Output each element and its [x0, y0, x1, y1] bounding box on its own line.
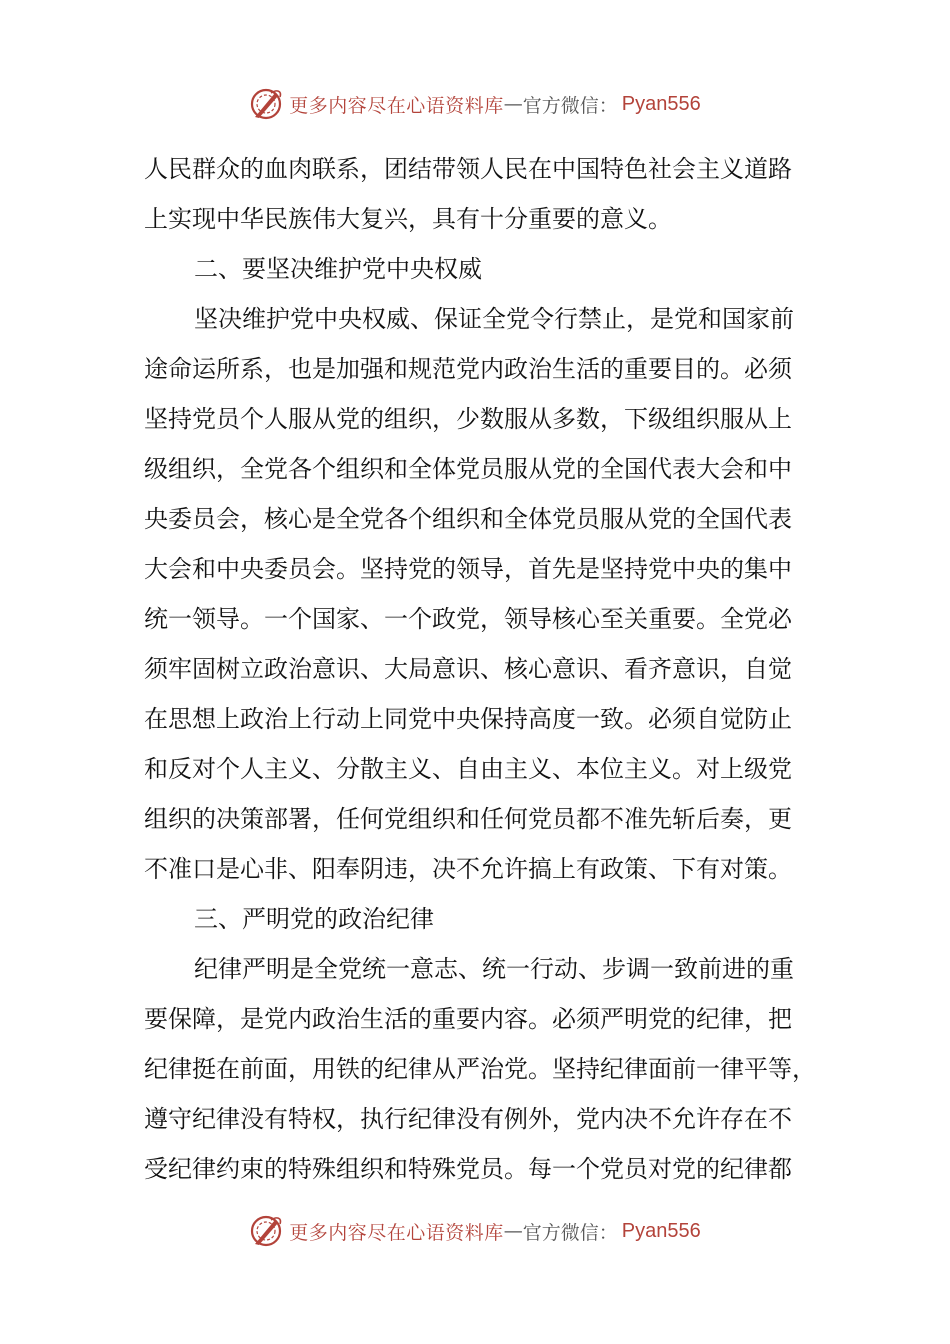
banner-wechat-id: Pyan556 [621, 1219, 701, 1242]
text-line: 遵守纪律没有特权，执行纪律没有例外，党内决不允许存在不 [144, 1105, 792, 1133]
text-line: 要保障，是党内政治生活的重要内容。必须严明党的纪律，把 [144, 1005, 792, 1033]
paragraph-first-line: 纪律严明是全党统一意志、统一行动、步调一致前进的重 [194, 955, 794, 983]
text-line: 统一领导。一个国家、一个政党，领导核心至关重要。全党必 [144, 605, 792, 633]
text-line: 组织的决策部署，任何党组织和任何党员都不准先斩后奏，更 [144, 805, 792, 833]
banner-brand-text: 更多内容尽在心语资料库 [289, 94, 504, 117]
text-line: 不准口是心非、阳奉阴违，决不允许搞上有政策、下有对策。 [144, 855, 792, 883]
text-line: 人民群众的血肉联系，团结带领人民在中国特色社会主义道路 [144, 155, 792, 183]
text-line: 在思想上政治上行动上同党中央保持高度一致。必须自觉防止 [144, 705, 792, 733]
text-line: 上实现中华民族伟大复兴，具有十分重要的意义。 [144, 205, 672, 233]
banner-wechat-label: 官方微信： [522, 1221, 618, 1244]
text-line: 级组织，全党各个组织和全体党员服从党的全国代表大会和中 [144, 455, 792, 483]
section-heading: 三、严明党的政治纪律 [194, 905, 434, 933]
text-line: 和反对个人主义、分散主义、自由主义、本位主义。对上级党 [144, 755, 792, 783]
banner-wechat-id: Pyan556 [621, 92, 701, 115]
text-line: 坚持党员个人服从党的组织，少数服从多数，下级组织服从上 [144, 405, 792, 433]
banner-dash: — [503, 93, 523, 115]
text-line: 途命运所系，也是加强和规范党内政治生活的重要目的。必须 [144, 355, 792, 383]
quill-pen-logo-icon [249, 87, 283, 121]
text-line: 纪律挺在前面，用铁的纪律从严治党。坚持纪律面前一律平等， [144, 1055, 816, 1083]
footer-watermark-banner [0, 1211, 950, 1251]
text-line: 须牢固树立政治意识、大局意识、核心意识、看齐意识，自觉 [144, 655, 792, 683]
header-watermark-banner [0, 84, 950, 124]
banner-wechat-label: 官方微信： [522, 94, 618, 117]
text-line: 大会和中央委员会。坚持党的领导，首先是坚持党中央的集中 [144, 555, 792, 583]
paragraph-first-line: 坚决维护党中央权威、保证全党令行禁止，是党和国家前 [194, 305, 794, 333]
banner-brand-text: 更多内容尽在心语资料库 [289, 1221, 504, 1244]
text-line: 央委员会，核心是全党各个组织和全体党员服从党的全国代表 [144, 505, 792, 533]
document-body [144, 144, 816, 1194]
quill-pen-logo-icon [249, 1214, 283, 1248]
text-line: 受纪律约束的特殊组织和特殊党员。每一个党员对党的纪律都 [144, 1155, 792, 1183]
banner-dash: — [503, 1220, 523, 1242]
section-heading: 二、要坚决维护党中央权威 [194, 255, 482, 283]
